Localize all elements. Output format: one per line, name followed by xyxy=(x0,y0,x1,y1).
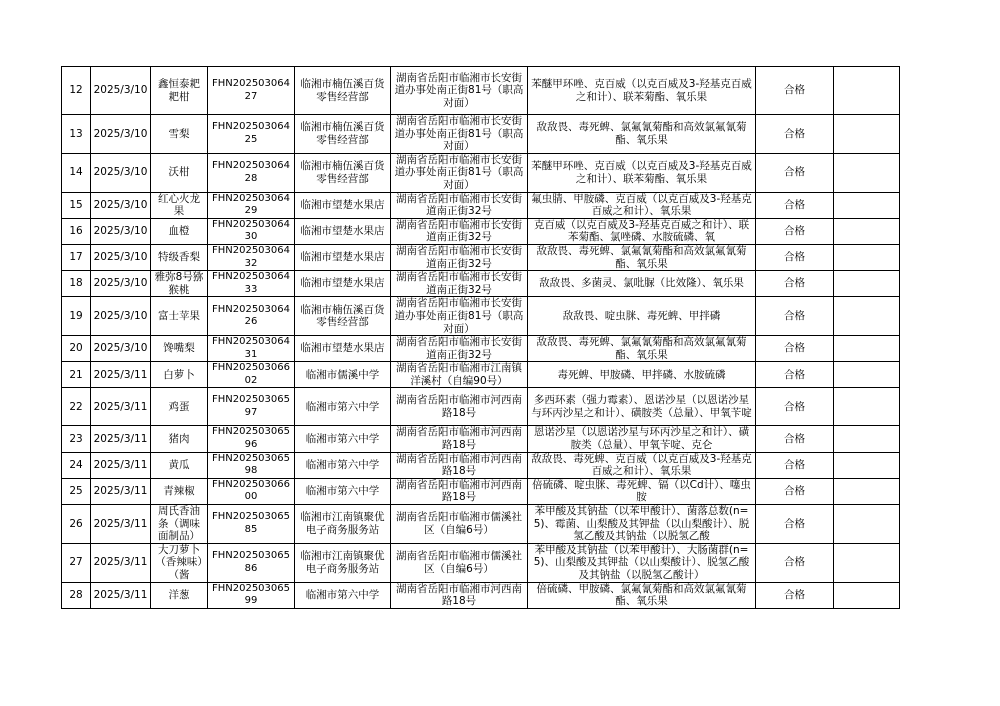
test-result: 合格 xyxy=(756,153,834,192)
sample-code: FHN20250306427 xyxy=(208,67,295,115)
sample-code: FHN20250306597 xyxy=(208,388,295,426)
sample-date: 2025/3/11 xyxy=(91,452,151,478)
test-items: 敌敌畏、多菌灵、氯吡脲（比效隆）、氧乐果 xyxy=(528,271,756,297)
test-result: 合格 xyxy=(756,336,834,362)
test-result: 合格 xyxy=(756,67,834,115)
test-result: 合格 xyxy=(756,218,834,244)
test-result: 合格 xyxy=(756,244,834,270)
test-items: 敌敌畏、毒死蜱、克百威（以克百威及3-羟基克百威之和计）、氧乐果 xyxy=(528,452,756,478)
store-name: 临湘市第六中学 xyxy=(295,388,391,426)
sample-name: 特级香梨 xyxy=(151,244,208,270)
test-items: 氟虫腈、甲胺磷、克百威（以克百威及3-羟基克百威之和计）、氧乐果 xyxy=(528,192,756,218)
test-result: 合格 xyxy=(756,543,834,582)
test-items: 敌敌畏、毒死蜱、氯氟氰菊酯和高效氯氟氰菊酯、氧乐果 xyxy=(528,115,756,154)
test-result: 合格 xyxy=(756,388,834,426)
sample-code: FHN20250306430 xyxy=(208,218,295,244)
row-number: 23 xyxy=(62,426,91,452)
inspection-results-table xyxy=(61,66,900,609)
store-address: 湖南省岳阳市临湘市长安街道办事处南正街81号（职高对面） xyxy=(391,297,528,336)
test-result: 合格 xyxy=(756,426,834,452)
sample-name: 洋葱 xyxy=(151,582,208,608)
remarks xyxy=(834,505,900,544)
store-address: 湖南省岳阳市临湘市河西南路18号 xyxy=(391,452,528,478)
test-items: 倍硫磷、甲胺磷、氯氟氰菊酯和高效氯氟氰菊酯、氧乐果 xyxy=(528,582,756,608)
remarks xyxy=(834,543,900,582)
store-name: 临湘市楠伍溪百货零售经营部 xyxy=(295,115,391,154)
row-number: 18 xyxy=(62,271,91,297)
row-number: 22 xyxy=(62,388,91,426)
test-items: 苯醚甲环唑、克百威（以克百威及3-羟基克百威之和计）、联苯菊酯、氧乐果 xyxy=(528,67,756,115)
sample-code: FHN20250306596 xyxy=(208,426,295,452)
store-address: 湖南省岳阳市临湘市长安街道办事处南正街81号（职高对面） xyxy=(391,153,528,192)
store-address: 湖南省岳阳市临湘市儒溪社区（自编6号） xyxy=(391,505,528,544)
test-items: 敌敌畏、毒死蜱、氯氟氰菊酯和高效氯氟氰菊酯、氧乐果 xyxy=(528,244,756,270)
store-name: 临湘市第六中学 xyxy=(295,582,391,608)
table-row xyxy=(62,336,900,362)
table-row xyxy=(62,478,900,504)
test-items: 毒死蜱、甲胺磷、甲拌磷、水胺硫磷 xyxy=(528,362,756,388)
table-row xyxy=(62,505,900,544)
store-address: 湖南省岳阳市临湘市长安街道南正街32号 xyxy=(391,336,528,362)
sample-name: 大刀萝卜（香辣味）（酱 xyxy=(151,543,208,582)
sample-code: FHN20250306426 xyxy=(208,297,295,336)
store-address: 湖南省岳阳市临湘市长安街道南正街32号 xyxy=(391,271,528,297)
store-address: 湖南省岳阳市临湘市长安街道南正街32号 xyxy=(391,218,528,244)
test-result: 合格 xyxy=(756,271,834,297)
table-row xyxy=(62,153,900,192)
remarks xyxy=(834,271,900,297)
remarks xyxy=(834,297,900,336)
sample-date: 2025/3/10 xyxy=(91,271,151,297)
store-address: 湖南省岳阳市临湘市江南镇洋溪村（自编90号） xyxy=(391,362,528,388)
sample-name: 鑫恒泰耙耙柑 xyxy=(151,67,208,115)
row-number: 14 xyxy=(62,153,91,192)
store-name: 临湘市楠伍溪百货零售经营部 xyxy=(295,153,391,192)
row-number: 17 xyxy=(62,244,91,270)
test-result: 合格 xyxy=(756,192,834,218)
remarks xyxy=(834,362,900,388)
sample-name: 红心火龙果 xyxy=(151,192,208,218)
row-number: 19 xyxy=(62,297,91,336)
table-row xyxy=(62,192,900,218)
table-row xyxy=(62,452,900,478)
test-result: 合格 xyxy=(756,478,834,504)
test-result: 合格 xyxy=(756,297,834,336)
sample-name: 馋嘴梨 xyxy=(151,336,208,362)
table-row xyxy=(62,271,900,297)
store-name: 临湘市楠伍溪百货零售经营部 xyxy=(295,67,391,115)
sample-date: 2025/3/10 xyxy=(91,192,151,218)
sample-code: FHN20250306599 xyxy=(208,582,295,608)
store-address: 湖南省岳阳市临湘市儒溪社区（自编6号） xyxy=(391,543,528,582)
sample-name: 富士苹果 xyxy=(151,297,208,336)
table-body xyxy=(62,67,900,609)
sample-name: 沃柑 xyxy=(151,153,208,192)
remarks xyxy=(834,426,900,452)
test-items: 敌敌畏、啶虫脒、毒死蜱、甲拌磷 xyxy=(528,297,756,336)
table-row xyxy=(62,67,900,115)
table-row xyxy=(62,218,900,244)
store-address: 湖南省岳阳市临湘市长安街道办事处南正街81号（职高对面） xyxy=(391,115,528,154)
sample-code: FHN20250306432 xyxy=(208,244,295,270)
store-name: 临湘市第六中学 xyxy=(295,452,391,478)
remarks xyxy=(834,336,900,362)
remarks xyxy=(834,192,900,218)
remarks xyxy=(834,478,900,504)
remarks xyxy=(834,388,900,426)
store-name: 临湘市望楚水果店 xyxy=(295,336,391,362)
store-name: 临湘市第六中学 xyxy=(295,426,391,452)
row-number: 21 xyxy=(62,362,91,388)
store-address: 湖南省岳阳市临湘市长安街道南正街32号 xyxy=(391,244,528,270)
test-items: 敌敌畏、毒死蜱、氯氟氰菊酯和高效氯氟氰菊酯、氧乐果 xyxy=(528,336,756,362)
sample-name: 雅弥8号猕猴桃 xyxy=(151,271,208,297)
row-number: 28 xyxy=(62,582,91,608)
row-number: 25 xyxy=(62,478,91,504)
test-items: 苯醚甲环唑、克百威（以克百威及3-羟基克百威之和计）、联苯菊酯、氧乐果 xyxy=(528,153,756,192)
test-result: 合格 xyxy=(756,505,834,544)
row-number: 26 xyxy=(62,505,91,544)
row-number: 13 xyxy=(62,115,91,154)
test-items: 克百威（以克百威及3-羟基克百威之和计）、联苯菊酯、氯唑磷、水胺硫磷、氧 xyxy=(528,218,756,244)
remarks xyxy=(834,452,900,478)
sample-code: FHN20250306598 xyxy=(208,452,295,478)
sample-date: 2025/3/11 xyxy=(91,388,151,426)
sample-name: 黄瓜 xyxy=(151,452,208,478)
sample-name: 猪肉 xyxy=(151,426,208,452)
sample-date: 2025/3/10 xyxy=(91,336,151,362)
store-address: 湖南省岳阳市临湘市河西南路18号 xyxy=(391,388,528,426)
sample-code: FHN20250306586 xyxy=(208,543,295,582)
store-name: 临湘市望楚水果店 xyxy=(295,218,391,244)
table-row xyxy=(62,297,900,336)
store-name: 临湘市儒溪中学 xyxy=(295,362,391,388)
store-name: 临湘市第六中学 xyxy=(295,478,391,504)
remarks xyxy=(834,115,900,154)
sample-code: FHN20250306428 xyxy=(208,153,295,192)
sample-name: 雪梨 xyxy=(151,115,208,154)
table-row xyxy=(62,426,900,452)
remarks xyxy=(834,218,900,244)
row-number: 24 xyxy=(62,452,91,478)
sample-name: 血橙 xyxy=(151,218,208,244)
store-address: 湖南省岳阳市临湘市长安街道办事处南正街81号（职高对面） xyxy=(391,67,528,115)
row-number: 27 xyxy=(62,543,91,582)
sample-date: 2025/3/11 xyxy=(91,478,151,504)
table-row xyxy=(62,582,900,608)
sample-code: FHN20250306585 xyxy=(208,505,295,544)
store-name: 临湘市江南镇聚优电子商务服务站 xyxy=(295,505,391,544)
sample-code: FHN20250306602 xyxy=(208,362,295,388)
store-address: 湖南省岳阳市临湘市河西南路18号 xyxy=(391,478,528,504)
test-items: 苯甲酸及其钠盐（以苯甲酸计）、大肠菌群(n=5)、山梨酸及其钾盐（以山梨酸计）、脱氢乙酸及其钠盐（以脱氢乙酸计） xyxy=(528,543,756,582)
row-number: 15 xyxy=(62,192,91,218)
sample-date: 2025/3/10 xyxy=(91,297,151,336)
sample-code: FHN20250306429 xyxy=(208,192,295,218)
table-row xyxy=(62,388,900,426)
test-items: 倍硫磷、啶虫脒、毒死蜱、镉（以Cd计）、噻虫胺 xyxy=(528,478,756,504)
test-items: 恩诺沙星（以恩诺沙星与环丙沙星之和计）、磺胺类（总量）、甲氧苄啶、克仑 xyxy=(528,426,756,452)
sample-date: 2025/3/10 xyxy=(91,244,151,270)
sample-date: 2025/3/11 xyxy=(91,362,151,388)
row-number: 16 xyxy=(62,218,91,244)
test-result: 合格 xyxy=(756,362,834,388)
sample-date: 2025/3/10 xyxy=(91,115,151,154)
store-name: 临湘市望楚水果店 xyxy=(295,192,391,218)
test-result: 合格 xyxy=(756,452,834,478)
sample-code: FHN20250306431 xyxy=(208,336,295,362)
remarks xyxy=(834,153,900,192)
store-address: 湖南省岳阳市临湘市河西南路18号 xyxy=(391,582,528,608)
sample-date: 2025/3/11 xyxy=(91,426,151,452)
store-name: 临湘市江南镇聚优电子商务服务站 xyxy=(295,543,391,582)
sample-date: 2025/3/10 xyxy=(91,218,151,244)
sample-name: 周氏香油条（调味面制品） xyxy=(151,505,208,544)
row-number: 12 xyxy=(62,67,91,115)
sample-date: 2025/3/11 xyxy=(91,543,151,582)
sample-code: FHN20250306433 xyxy=(208,271,295,297)
store-address: 湖南省岳阳市临湘市长安街道南正街32号 xyxy=(391,192,528,218)
sample-date: 2025/3/11 xyxy=(91,582,151,608)
store-name: 临湘市楠伍溪百货零售经营部 xyxy=(295,297,391,336)
sample-date: 2025/3/10 xyxy=(91,67,151,115)
test-result: 合格 xyxy=(756,582,834,608)
table-row xyxy=(62,362,900,388)
table-row xyxy=(62,115,900,154)
sample-name: 鸡蛋 xyxy=(151,388,208,426)
sample-code: FHN20250306425 xyxy=(208,115,295,154)
sample-date: 2025/3/10 xyxy=(91,153,151,192)
table-row xyxy=(62,543,900,582)
row-number: 20 xyxy=(62,336,91,362)
remarks xyxy=(834,67,900,115)
remarks xyxy=(834,582,900,608)
store-name: 临湘市望楚水果店 xyxy=(295,271,391,297)
sample-code: FHN20250306600 xyxy=(208,478,295,504)
store-address: 湖南省岳阳市临湘市河西南路18号 xyxy=(391,426,528,452)
store-name: 临湘市望楚水果店 xyxy=(295,244,391,270)
test-items: 多西环素（强力霉素）、恩诺沙星（以恩诺沙星与环丙沙星之和计）、磺胺类（总量）、甲氧苄啶 xyxy=(528,388,756,426)
test-items: 苯甲酸及其钠盐（以苯甲酸计）、菌落总数(n=5)、霉菌、山梨酸及其钾盐（以山梨酸计）、脱氢乙酸及其钠盐（以脱氢乙酸 xyxy=(528,505,756,544)
table-row xyxy=(62,244,900,270)
sample-name: 青辣椒 xyxy=(151,478,208,504)
sample-date: 2025/3/11 xyxy=(91,505,151,544)
test-result: 合格 xyxy=(756,115,834,154)
sample-name: 白萝卜 xyxy=(151,362,208,388)
remarks xyxy=(834,244,900,270)
